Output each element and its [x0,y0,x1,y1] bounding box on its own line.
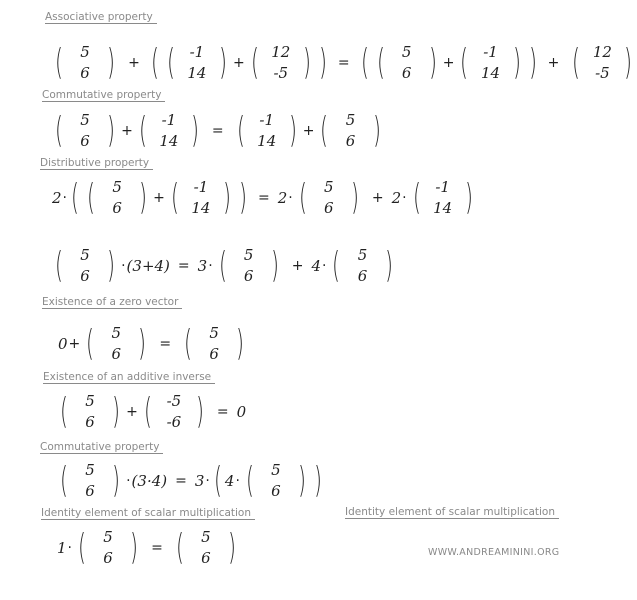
vector-a: ( 5 6 ) [55,245,115,286]
vector-b: ( -1 14 ) [412,177,473,218]
scalar-0: 0 [58,335,68,353]
equals-sign: = [151,540,163,556]
vector-b: ( -1 14 ) [236,110,297,151]
equals-sign: = [211,123,224,139]
label-commutative-2: Commutative property [40,441,163,454]
plus-sign: + [121,123,133,139]
plus-sign: + [128,55,140,71]
outer-lparen: ( [150,42,159,83]
dot-operator: · [205,473,210,489]
scalar-4: 4 [224,472,235,490]
label-associative: Associative property [45,11,157,24]
equation-distributive-1 [52,177,478,219]
label-identity-right: Identity element of scalar multiplication [345,506,559,519]
plus-sign: + [291,258,304,274]
dot-operator: · [288,190,293,206]
equation-distributive-2 [50,245,398,287]
equals-sign: = [175,473,187,489]
label-additive-inverse: Existence of an additive inverse [43,371,215,384]
equation-additive-inverse [55,391,246,433]
dot-operator: · [62,190,67,206]
scalar-2: 2 [52,189,62,207]
vector-c: ( 12 -5 ) [250,42,311,83]
scalar-2: 2 [277,189,288,207]
watermark: WWW.ANDREAMININI.ORG [428,547,560,558]
outer-lparen: ( [214,460,222,501]
outer-lparen: ( [360,42,369,83]
plus-sign: + [371,190,384,206]
scalar-3: 3 [197,257,208,275]
equals-sign: = [337,55,350,71]
equation-zero-vector [58,323,249,365]
outer-rparen: ) [239,177,247,218]
vector-a: ( 5 6 ) [55,110,115,151]
dot-operator: · [322,258,327,274]
scalar-4: 4 [311,257,322,275]
equals-sign: = [159,336,172,352]
equation-commutative [50,110,386,152]
vector-a: ( 5 6 ) [218,245,279,286]
vector-a: ( 5 6 ) [86,323,147,364]
outer-rparen: ) [314,460,322,501]
vector-a: ( 5 6 ) [175,527,236,568]
outer-lparen: ( [71,177,79,218]
vector-a: ( 5 6 ) [332,245,393,286]
vector-a: ( 5 6 ) [376,42,437,83]
label-zero-vector: Existence of a zero vector [42,296,182,309]
vector-a: ( 5 6 ) [298,177,359,218]
vector-a: ( 5 6 ) [320,110,381,151]
dot-operator: · [208,258,213,274]
vector-a: ( 5 6 ) [87,177,147,218]
equals-sign: = [216,404,229,420]
vector-neg-a: ( -5 -6 ) [143,391,204,432]
plus-sign: + [547,55,560,71]
vector-a: ( 5 6 ) [60,460,120,501]
dot-operator: · [67,540,72,556]
plus-sign: + [232,55,245,71]
vector-c: ( 12 -5 ) [572,42,633,83]
vector-b: ( -1 14 ) [171,177,231,218]
vector-a: ( 5 6 ) [246,460,306,501]
equation-scalar-commutative [55,460,325,502]
scalar-product: (3·4) [131,472,168,490]
label-commutative: Commutative property [42,89,165,102]
equals-sign: = [177,258,190,274]
scalar-1: 1 [57,539,67,557]
dot-operator: · [121,258,126,274]
vector-a: ( 5 6 ) [60,391,120,432]
scalar-sum: (3+4) [126,257,170,275]
vector-a: ( 5 6 ) [78,527,138,568]
equation-associative [50,42,637,84]
vector-b: ( -1 14 ) [138,110,199,151]
plus-sign: + [302,123,315,139]
dot-operator: · [126,473,131,489]
plus-sign: + [153,190,165,206]
outer-rparen: ) [528,42,537,83]
plus-sign: + [442,55,455,71]
scalar-3: 3 [194,472,205,490]
vector-a: ( 5 6 ) [55,42,115,83]
scalar-2: 2 [391,189,402,207]
dot-operator: · [235,473,240,489]
equals-sign: = [258,190,270,206]
plus-sign: + [68,336,81,352]
vector-b: ( -1 14 ) [167,42,227,83]
vector-b: ( -1 14 ) [460,42,521,83]
scalar-0: 0 [236,403,247,421]
equation-identity [57,527,241,569]
plus-sign: + [126,404,138,420]
vector-a: ( 5 6 ) [184,323,245,364]
dot-operator: · [402,190,407,206]
outer-rparen: ) [318,42,327,83]
label-distributive: Distributive property [40,157,153,170]
label-identity: Identity element of scalar multiplication [41,507,255,520]
